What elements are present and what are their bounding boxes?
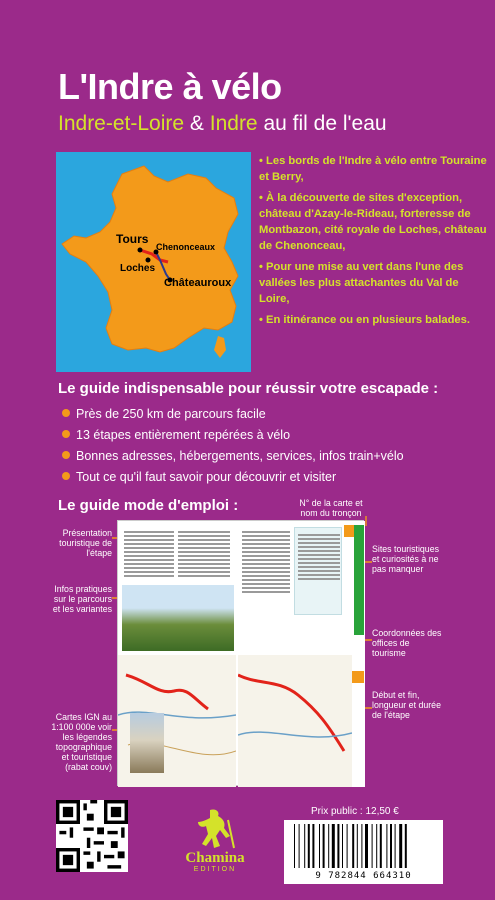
text-block (242, 529, 290, 595)
map-route-graphic (238, 655, 352, 787)
guide-item: Bonnes adresses, hébergements, services, infos train+vélo (62, 446, 404, 467)
ign-map-right (238, 655, 352, 787)
map-number-tag (344, 525, 354, 537)
section-band (354, 525, 364, 635)
text-block (178, 529, 230, 579)
annotation-cartes: Cartes IGN au 1:100 000e voir les légendes topographique et touristique (rabat couv) (51, 712, 112, 772)
guide-spread-preview (117, 520, 364, 786)
spread-left-page (118, 521, 236, 787)
subtitle-fil-eau: au fil de l'eau (257, 112, 387, 135)
highlight-item: • À la découverte de sites d'exception, château d'Azay-le-Rideau, forteresse de Montbazon, cité royale de Loches, château de Chenonceau, (259, 190, 489, 254)
price-label: Prix public : 12,50 € (311, 806, 399, 817)
subtitle-indre-et-loire: Indre-et-Loire (58, 112, 185, 135)
barcode-bars (284, 824, 443, 874)
annotation-infos: Infos pratiques sur le parcours et les variantes (52, 584, 112, 614)
subtitle-indre: Indre (209, 112, 258, 135)
start-marker (352, 671, 364, 683)
publisher-sub: EDITION (193, 866, 237, 873)
chamina-logo (170, 806, 260, 880)
isbn-number: 9 782844 664310 (315, 871, 412, 881)
guide-item: Près de 250 km de parcours facile (62, 404, 404, 425)
mode-emploi-heading: Le guide mode d'emploi : (58, 497, 239, 514)
map-label-loches: Loches (120, 263, 156, 274)
info-box (294, 527, 342, 615)
map-label-chenonceaux: Chenonceaux (156, 242, 216, 252)
annotation-coordonnees: Coordonnées des offices de tourisme (372, 628, 442, 658)
annotation-sites: Sites touristiques et curiosités à ne pas manquer (372, 544, 439, 574)
qr-code-graphic (56, 800, 128, 872)
isbn-barcode (284, 820, 443, 884)
qr-code (56, 800, 128, 872)
publisher-name: Chamina (185, 850, 245, 866)
church-photo (130, 713, 164, 773)
ign-map-left (118, 655, 236, 787)
landscape-photo (122, 585, 234, 651)
text-block (124, 529, 174, 579)
guide-item: 13 étapes entièrement repérées à vélo (62, 425, 404, 446)
book-title: L'Indre à vélo (58, 66, 282, 107)
guide-item: Tout ce qu'il faut savoir pour découvrir et visiter (62, 467, 404, 488)
annotation-numero: N° de la carte et nom du tronçon (299, 498, 363, 518)
guide-heading: Le guide indispensable pour réussir votre escapade : (58, 380, 439, 397)
highlight-item: • Pour une mise au vert dans l'une des vallées les plus attachantes du Val de Loire, (259, 259, 489, 307)
highlight-item: • En itinérance ou en plusieurs balades. (259, 312, 489, 328)
subtitle-amp: & (184, 112, 210, 135)
map-label-chateauroux: Châteauroux (164, 277, 232, 289)
annotation-presentation: Présentation touristique de l'étape (59, 528, 112, 558)
annotation-debut: Début et fin, longueur et durée de l'étape (372, 690, 441, 720)
hiker-logo-icon (170, 806, 260, 852)
highlight-item: • Les bords de l'Indre à vélo entre Touraine et Berry, (259, 153, 489, 185)
spread-right-page (238, 521, 365, 787)
map-label-tours: Tours (116, 232, 149, 246)
